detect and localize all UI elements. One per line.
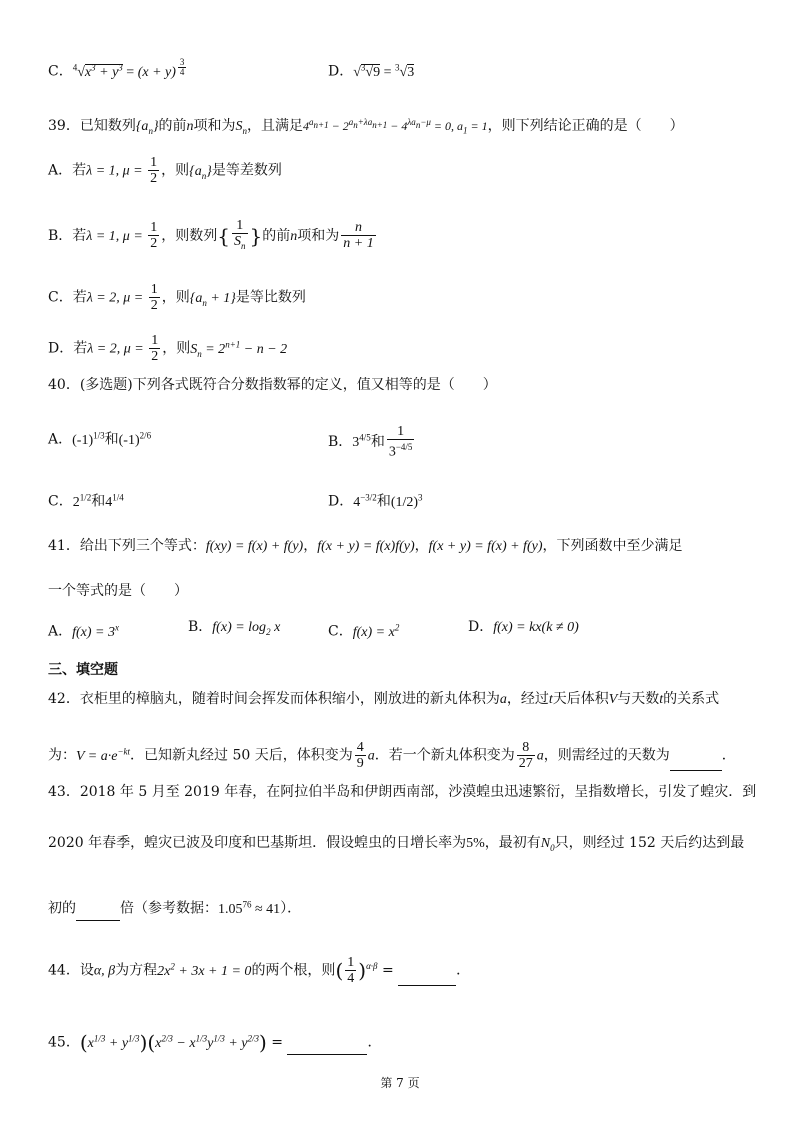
q44: 44．设α, β为方程$2x^2 + 3x + 1 = 0$的两个根，则( $\frac{1}{4}$ )$^{\alpha\cdot\beta}$ = ．	[48, 955, 471, 987]
q41-stem: 41．给出下列三个等式：f(xy) = f(x) + f(y)，f(x + y) = f(x)f(y)，f(x + y) = f(x) + f(y)，下列函数中至少满足	[48, 538, 683, 554]
q45: 45．$(x^{1/3} + y^{1/3})(x^{2/3} - x^{1/3}y^{1/3} + y^{2/3})$ = ．	[48, 1030, 382, 1055]
q40-option-c: C．$2^{1/2}$和$4^{1/4}$	[48, 492, 124, 510]
q41-stem-cont: 一个等式的是（ ）	[48, 583, 188, 599]
q43-line3: 初的 倍（参考数据：$1.05^{76} \approx 41$）．	[48, 893, 301, 921]
q43-line1: 43．2018 年 5 月至 2019 年春，在阿拉伯半岛和伊朗西南部，沙漠蝗虫迅速繁衍，呈指数增长，引发了蝗灾．到	[48, 784, 757, 800]
q38-option-d: D．√$^3$√9 = $^3$√3	[328, 62, 415, 80]
q45-answer-blank[interactable]	[287, 1038, 367, 1055]
q41-option-d: D．f(x) = kx(k ≠ 0)	[468, 619, 579, 635]
q41-option-c: C．$f(x) = x^2$	[328, 622, 400, 640]
q40-option-a: A．$(-1)^{1/3}$和$(-1)^{2/6}$	[48, 430, 152, 448]
q39-option-b: B．若λ = 1, μ = $\frac{1}{2}$ ，则数列{ $\frac{1}{S_n}$ }的前n项和为 $\frac{n}{n + 1}$	[48, 218, 374, 252]
q39-option-a: A．若λ = 1, μ = $\frac{1}{2}$ ，则$\{a_n\}$是等差数列	[48, 155, 282, 186]
q43-line2: 2020 年春季，蝗灾已波及印度和巴基斯坦．假设蝗虫的日增长率为5%，最初有$N_0$只，则经过 152 天后约达到最	[48, 835, 745, 853]
section-title: 三、填空题	[48, 662, 118, 678]
q40-stem: 40．(多选题)下列各式既符合分数指数幂的定义，值又相等的是（ ）	[48, 377, 497, 393]
q40-option-b: B．$3^{4/5}$和 $\frac{1}{3^{-4/5}}$	[328, 424, 413, 460]
q39-option-c: C．若λ = 2, μ = $\frac{1}{2}$ ，则$\{a_n + 1\}$是等比数列	[48, 282, 306, 313]
q43-answer-blank[interactable]	[76, 904, 120, 921]
q41-option-a: A．$f(x) = 3^x$	[48, 622, 119, 640]
q42-answer-blank[interactable]	[670, 754, 722, 771]
page-number: 第 7 页	[380, 1076, 420, 1090]
q39-stem: 39．已知数列$\{a_n\}$的前n项和为$S_n$，且满足$4^{a_{n+1}} - 2^{a_n+\lambda a_{n+1}} - 4^{\lambda a_n-\mu} = 0$, $a_1 = 1$，则下列结论正确的是（ ）	[48, 117, 684, 136]
q42-line2: 为：$V = a\cdot e^{-kt}$．已知新丸经过 50 天后，体积变为 $\frac{4}{9}$ a．若一个新丸体积变为 $\frac{8}{27}$ a，则需经过的天数为 ．	[48, 740, 736, 772]
q44-answer-blank[interactable]	[398, 969, 456, 986]
q39-option-d: D．若λ = 2, μ = $\frac{1}{2}$ ，则$S_n = 2^{n+1} - n - 2$	[48, 333, 288, 365]
q40-option-d: D．$4^{-3/2}$和$(1/2)^3$	[328, 492, 423, 510]
q41-option-b: B．$f(x) = \log_2 x$	[188, 619, 281, 637]
q42-line1: 42．衣柜里的樟脑丸，随着时间会挥发而体积缩小，刚放进的新丸体积为a，经过t天后体积V与天数t的关系式	[48, 691, 720, 707]
q38-option-c: C．$^4√x^3 + y^3 = (x + y)$ $^{\frac{3}{4}}$	[48, 57, 185, 80]
